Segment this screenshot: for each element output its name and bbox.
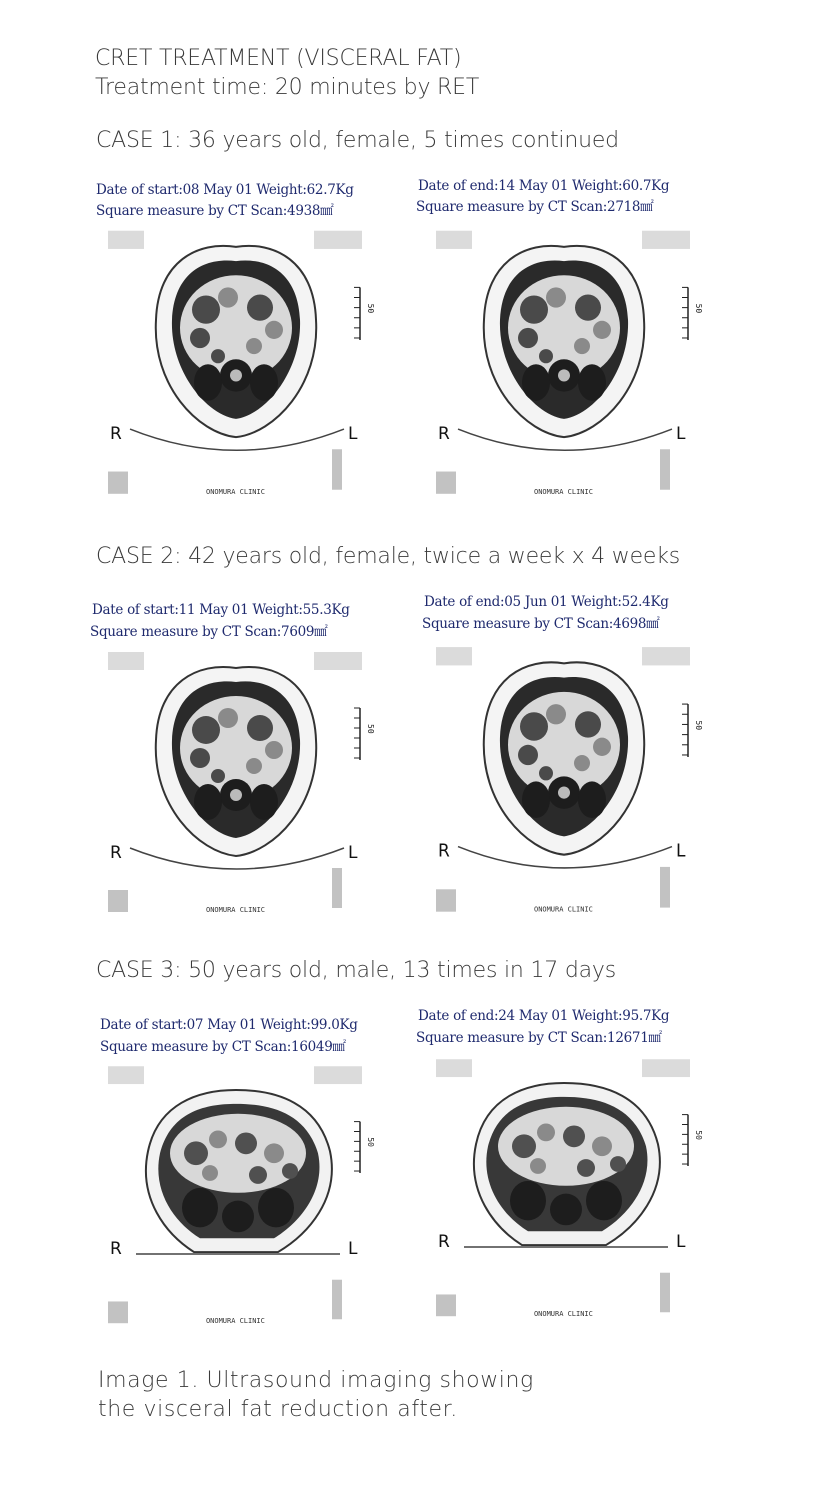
left-side-marker: L (348, 424, 358, 445)
case-1-start-scan (78, 168, 394, 512)
case-3-start-scan (78, 1005, 394, 1341)
case-2-end-scan (406, 584, 722, 930)
scale-bar-label: 50 (693, 1130, 704, 1140)
right-side-marker: R (110, 424, 122, 445)
case-1-start-area: Square measure by CT Scan:4938㎟ (96, 203, 334, 219)
scale-bar-label: 50 (366, 724, 375, 734)
case-1-heading: CASE 1: 36 years old, female, 5 times continued (96, 128, 619, 153)
left-side-marker: L (348, 843, 358, 863)
figure-caption (98, 1366, 534, 1424)
case-3-heading: CASE 3: 50 years old, male, 13 times in 17 days (96, 958, 616, 983)
right-side-marker: R (438, 1231, 450, 1252)
right-side-marker: R (438, 424, 450, 445)
case-2-start-scan (78, 590, 394, 930)
case-3-end-date: Date of end:24 May 01 Weight:95.7Kg (418, 1008, 670, 1024)
scale-bar-label: 50 (694, 303, 703, 314)
case-1-end-scan (406, 168, 722, 512)
clinic-label: ONOMURA CLINIC (206, 906, 266, 914)
case-3-start-area: Square measure by CT Scan:16049㎟ (100, 1039, 346, 1055)
case-2-heading: CASE 2: 42 years old, female, twice a week x 4 weeks (96, 544, 681, 569)
clinic-label: ONOMURA CLINIC (206, 486, 265, 496)
ct-cross-section (406, 584, 722, 930)
case-3-end-area: Square measure by CT Scan:12671㎟ (416, 1030, 662, 1046)
document-title-block (95, 44, 479, 102)
case-2-start-date: Date of start:11 May 01 Weight:55.3Kg (92, 602, 350, 618)
scale-bar-label: 50 (365, 1137, 376, 1147)
scale-bar-label: 50 (694, 720, 703, 731)
scale-bar (354, 1122, 375, 1173)
clinic-label: ONOMURA CLINIC (206, 1317, 265, 1326)
scale-bar (682, 287, 703, 340)
right-side-marker: R (438, 841, 450, 862)
left-side-marker: L (347, 1238, 358, 1259)
ct-cross-section (406, 168, 722, 512)
figure-caption-line-1: Image 1. Ultrasound imaging showing (98, 1368, 534, 1393)
case-2-start-area: Square measure by CT Scan:7609㎟ (90, 624, 328, 640)
scale-bar (354, 708, 375, 760)
clinic-label: ONOMURA CLINIC (534, 904, 593, 914)
figure-caption-line-2: the visceral fat reduction after. (98, 1397, 458, 1422)
case-2-end-date: Date of end:05 Jun 01 Weight:52.4Kg (424, 594, 669, 610)
case-1-end-area: Square measure by CT Scan:2718㎟ (416, 199, 654, 215)
right-side-marker: R (110, 843, 122, 863)
case-3-end-scan (406, 998, 722, 1334)
clinic-label: ONOMURA CLINIC (534, 1310, 593, 1319)
right-side-marker: R (110, 1238, 122, 1259)
case-3-start-date: Date of start:07 May 01 Weight:99.0Kg (100, 1017, 358, 1033)
document-subtitle: Treatment time: 20 minutes by RET (95, 75, 480, 100)
left-side-marker: L (676, 841, 686, 862)
document-title: CRET TREATMENT (VISCERAL FAT) (95, 46, 462, 71)
scale-bar (354, 287, 375, 340)
case-1-end-date: Date of end:14 May 01 Weight:60.7Kg (418, 178, 670, 194)
case-1-start-date: Date of start:08 May 01 Weight:62.7Kg (96, 182, 354, 198)
scale-bar (682, 704, 703, 757)
left-side-marker: L (676, 424, 686, 445)
scale-bar-label: 50 (366, 303, 375, 314)
scale-bar (682, 1115, 703, 1166)
case-2-end-area: Square measure by CT Scan:4698㎟ (422, 616, 660, 632)
left-side-marker: L (676, 1231, 686, 1252)
clinic-label: ONOMURA CLINIC (534, 486, 593, 496)
